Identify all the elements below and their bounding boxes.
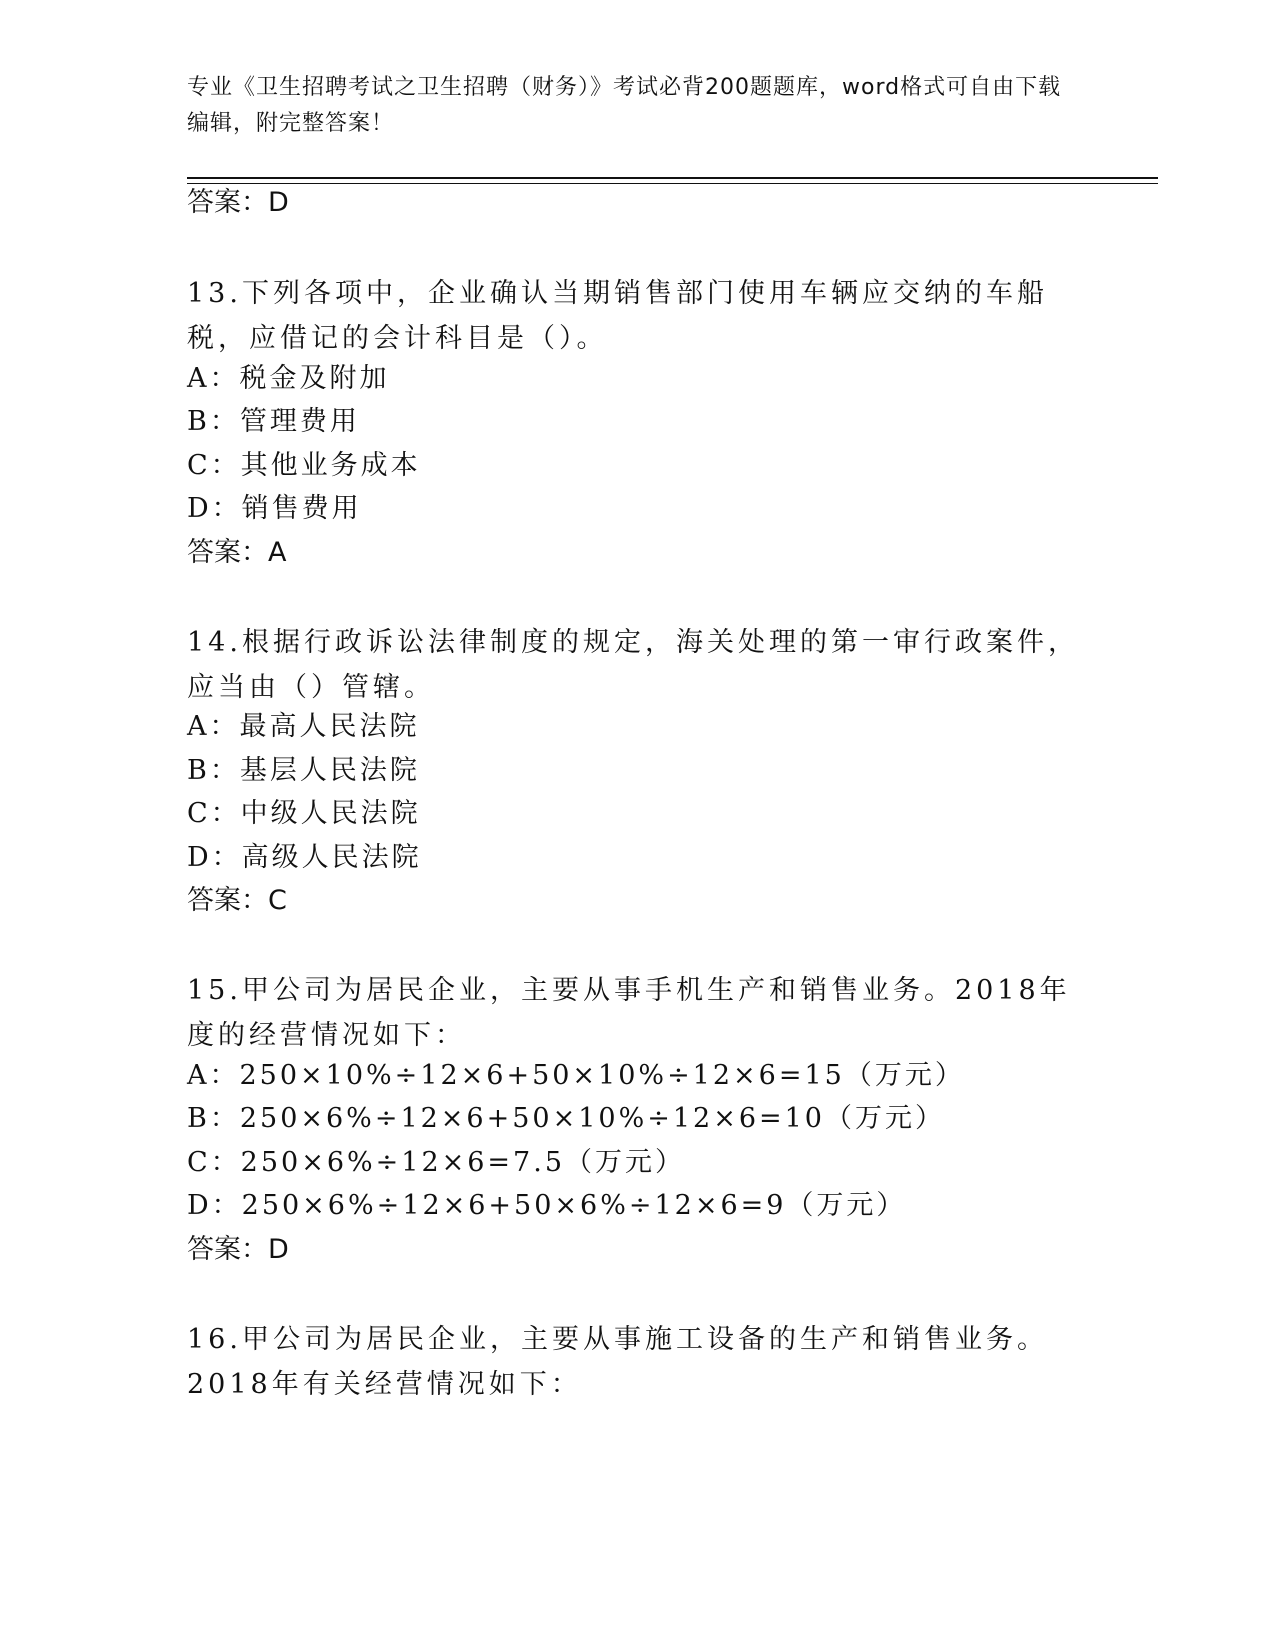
question-15-option-c: C：250×6%÷12×6=7.5（万元） — [187, 1147, 685, 1178]
question-15-option-d: D：250×6%÷12×6+50×6%÷12×6=9（万元） — [187, 1190, 907, 1221]
question-14-stem: 14.根据行政诉讼法律制度的规定，海关处理的第一审行政案件，应当由（）管辖。 — [187, 627, 1079, 703]
header-divider-thin — [187, 183, 1158, 184]
header-divider — [187, 177, 1158, 179]
question-16-stem: 16.甲公司为居民企业，主要从事施工设备的生产和销售业务。2018年有关经营情况如下： — [187, 1324, 1048, 1400]
question-14-option-b: B：基层人民法院 — [187, 755, 420, 786]
question-15-option-a: A：250×10%÷12×6+50×10%÷12×6=15（万元） — [187, 1060, 965, 1091]
question-13-option-b: B：管理费用 — [187, 406, 360, 437]
question-13-answer: 答案：A — [187, 537, 287, 568]
answer-line: 答案：D — [187, 187, 289, 218]
question-13-stem: 13.下列各项中，企业确认当期销售部门使用车辆应交纳的车船税，应借记的会计科目是（）。 — [187, 278, 1048, 354]
question-13-option-a: A：税金及附加 — [187, 363, 390, 394]
question-13-option-d: D：销售费用 — [187, 493, 362, 524]
question-15-stem: 15.甲公司为居民企业，主要从事手机生产和销售业务。2018年度的经营情况如下： — [187, 975, 1071, 1051]
question-15-answer: 答案：D — [187, 1234, 289, 1265]
question-14-option-d: D：高级人民法院 — [187, 842, 422, 873]
question-13-option-c: C：其他业务成本 — [187, 450, 421, 481]
question-14-answer: 答案：C — [187, 885, 287, 916]
question-15-option-b: B：250×6%÷12×6+50×10%÷12×6=10（万元） — [187, 1103, 945, 1134]
question-14-option-a: A：最高人民法院 — [187, 711, 420, 742]
document-header: 专业《卫生招聘考试之卫生招聘（财务）》考试必背200题题库，word格式可自由下载编辑，附完整答案！ — [187, 75, 1062, 136]
question-14-option-c: C：中级人民法院 — [187, 798, 421, 829]
